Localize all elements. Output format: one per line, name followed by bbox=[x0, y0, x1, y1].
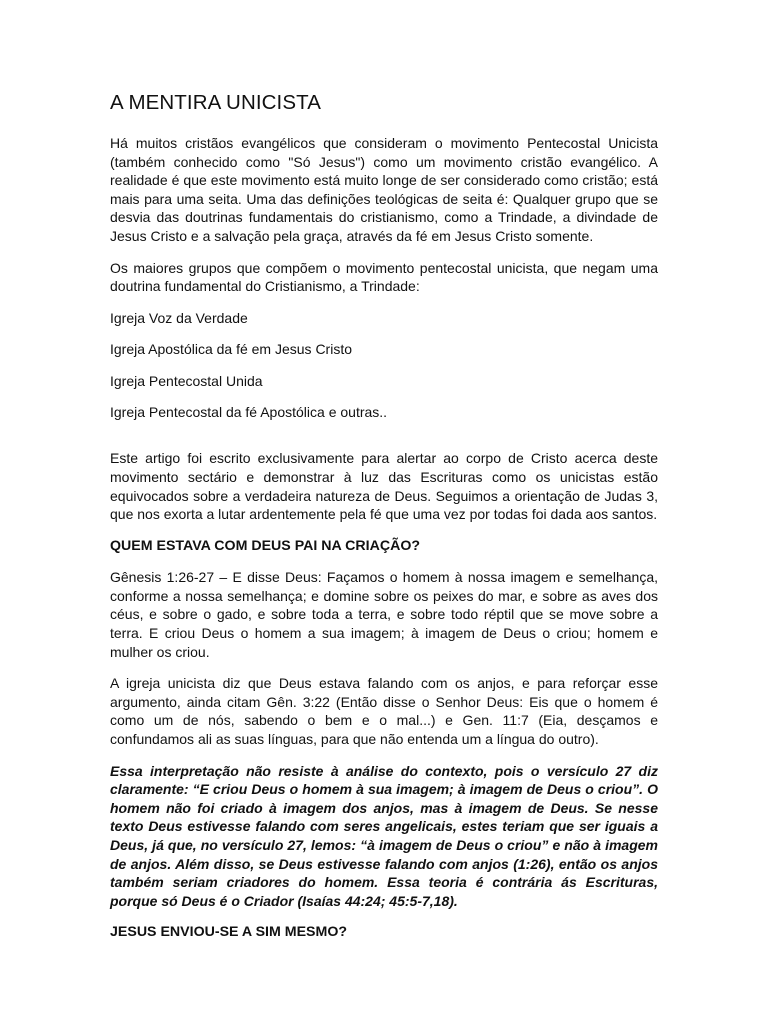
unicist-argument-paragraph: A igreja unicista diz que Deus estava falando com os anjos, e para reforçar esse argumento, ainda citam Gên. 3:22 (Então disse o Senhor Deus: Eis que o homem é como um de nós, sabendo o bem e o mal...) e Gen. 11:7 (Eia, desçamos e confundamos ali as suas línguas, para que não entenda um a língua do outro). bbox=[110, 675, 658, 748]
document-page bbox=[110, 88, 658, 955]
document-title: A MENTIRA UNICISTA bbox=[110, 91, 322, 114]
spacer bbox=[110, 434, 658, 449]
intro-paragraph: Há muitos cristãos evangélicos que consideram o movimento Pentecostal Unicista (também conhecido como "Só Jesus") como um movimento cristão evangélico. A realidade é que este movimento está muito longe de ser considerado como cristão; está mais para uma seita. Uma das definições teológicas de seita é: Qualquer grupo que se desvia das doutrinas fundamentais do cristianismo, como a Trindade, a divindade de Jesus Cristo e a salvação pela graça, através da fé em Jesus Cristo somente. bbox=[110, 135, 658, 244]
list-item: Igreja Apostólica da fé em Jesus Cristo bbox=[110, 341, 353, 358]
list-item: Igreja Voz da Verdade bbox=[110, 309, 248, 326]
section-heading-sending: JESUS ENVIOU-SE A SIM MESMO? bbox=[110, 924, 348, 941]
list-item: Igreja Pentecostal Unida bbox=[110, 372, 263, 389]
groups-intro-paragraph: Os maiores grupos que compõem o movimento pentecostal unicista, que negam uma doutrina fundamental do Cristianismo, a Trindade: bbox=[110, 259, 658, 295]
list-item: Igreja Pentecostal da fé Apostólica e outras.. bbox=[110, 403, 388, 420]
rebuttal-paragraph: Essa interpretação não resiste à análise do contexto, pois o versículo 27 diz claramente: “E criou Deus o homem à sua imagem; à imagem de Deus o criou”. O homem não foi criado à imagem dos anjos, mas à imagem de Deus. Se nesse texto Deus estivesse falando com seres angelicais, estes teriam que ser iguais a Deus, já que, no versículo 27, lemos: “à imagem de Deus o criou” e não à imagem de anjos. Além disso, se Deus estivesse falando com anjos (1:26), então os anjos também seriam criadores do homem. Essa teoria é contrária ás Escrituras, porque só Deus é o Criador (Isaías 44:24; 45:5-7,18). bbox=[110, 762, 658, 909]
genesis-paragraph: Gênesis 1:26-27 – E disse Deus: Façamos o homem à nossa imagem e semelhança, conforme a nossa semelhança; e domine sobre os peixes do mar, e sobre as aves dos céus, e sobre o gado, e sobre toda a terra, e sobre todo réptil que se move sobre a terra. E criou Deus o homem a sua imagem; à imagem de Deus o criou; homem e mulher os criou. bbox=[110, 569, 658, 660]
section-heading-creation: QUEM ESTAVA COM DEUS PAI NA CRIAÇÃO? bbox=[110, 537, 421, 554]
purpose-paragraph: Este artigo foi escrito exclusivamente para alertar ao corpo de Cristo acerca deste movimento sectário e demonstrar à luz das Escrituras como os unicistas estão equivocados sobre a verdadeira natureza de Deus. Seguimos a orientação de Judas 3, que nos exorta a lutar ardentemente pela fé que uma vez por todas foi dada aos santos. bbox=[110, 450, 658, 523]
groups-list bbox=[110, 309, 658, 422]
